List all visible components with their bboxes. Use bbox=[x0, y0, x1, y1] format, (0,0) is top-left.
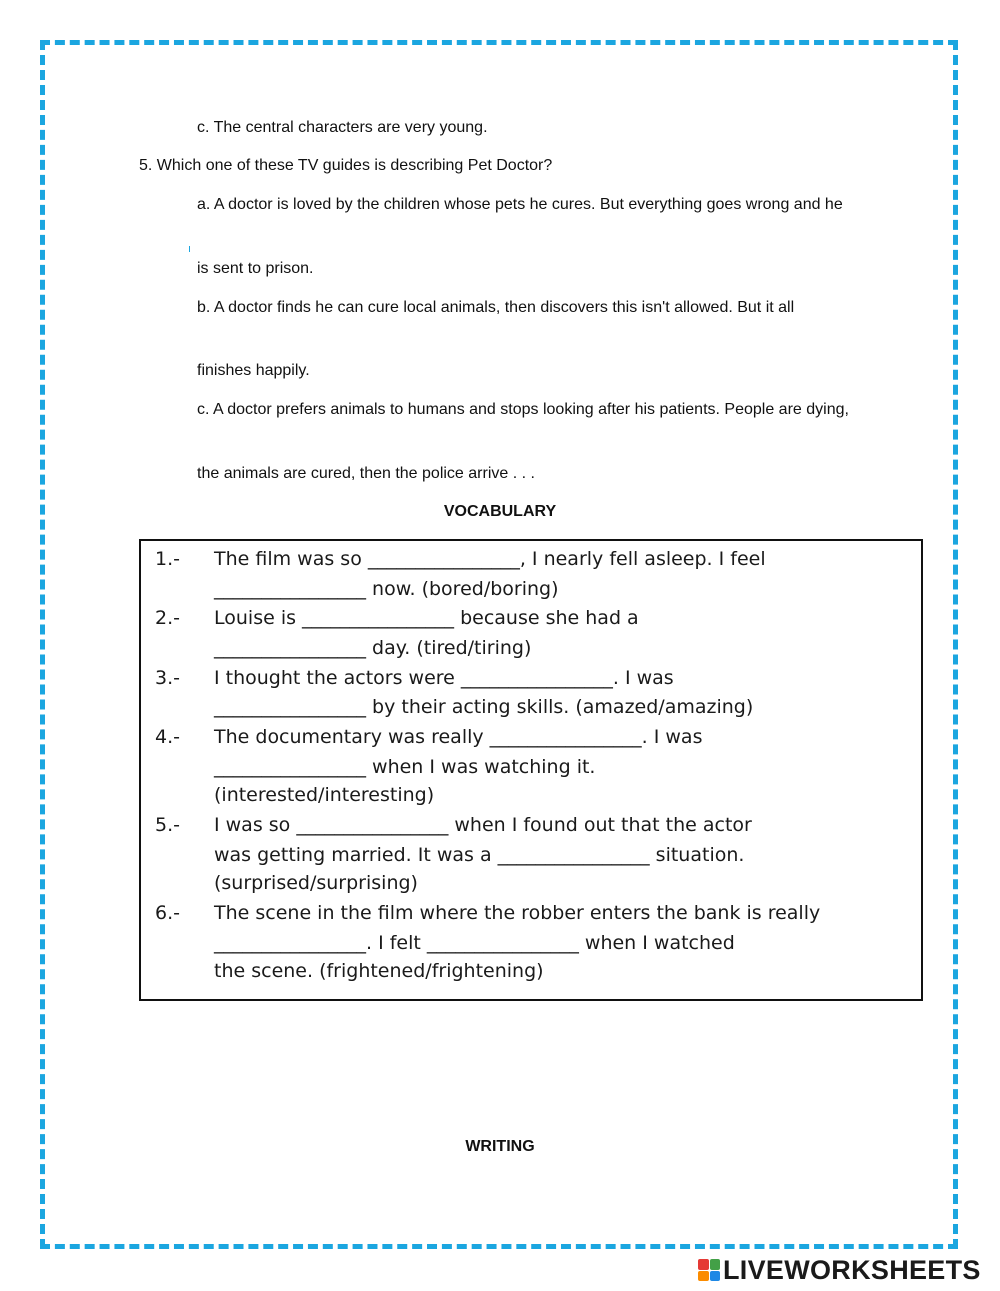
item-5-line-1: I was so ________________ when I found out that the actor bbox=[214, 814, 752, 836]
item-number: 2.- bbox=[155, 607, 180, 629]
answer-option-c-continued: the animals are cured, then the police arrive . . . bbox=[197, 465, 535, 482]
item-number: 3.- bbox=[155, 667, 180, 689]
item-number: 5.- bbox=[155, 814, 180, 836]
answer-option-c-q4: c. The central characters are very young. bbox=[197, 119, 488, 136]
item-number: 6.- bbox=[155, 902, 180, 924]
item-6-line-3: the scene. (frightened/frightening) bbox=[214, 960, 544, 982]
answer-option-c: c. A doctor prefers animals to humans and stops looking after his patients. People are dying, bbox=[197, 401, 849, 418]
item-6-line-2: ________________. I felt ________________ when I watched bbox=[214, 932, 735, 954]
item-number: 4.- bbox=[155, 726, 180, 748]
liveworksheets-brand bbox=[698, 1255, 981, 1285]
answer-option-b-continued: finishes happily. bbox=[197, 362, 310, 379]
item-3-line-2: ________________ by their acting skills. (amazed/amazing) bbox=[214, 696, 754, 718]
item-5-line-3: (surprised/surprising) bbox=[214, 872, 418, 894]
item-6-line-1: The scene in the film where the robber enters the bank is really bbox=[214, 902, 821, 924]
liveworksheets-logo-icon bbox=[698, 1259, 720, 1281]
item-1-line-1: The film was so ________________, I nearly fell asleep. I feel bbox=[214, 548, 766, 570]
item-4-line-2: ________________ when I was watching it. bbox=[214, 756, 596, 778]
answer-option-b: b. A doctor finds he can cure local animals, then discovers this isn't allowed. But it all bbox=[197, 299, 795, 316]
vocabulary-heading: VOCABULARY bbox=[443, 503, 557, 520]
item-5-line-2: was getting married. It was a ________________ situation. bbox=[214, 844, 745, 866]
item-2-line-2: ________________ day. (tired/tiring) bbox=[214, 637, 532, 659]
brand-name: LIVEWORKSHEETS bbox=[723, 1254, 981, 1285]
item-4-line-3: (interested/interesting) bbox=[214, 784, 435, 806]
answer-option-a-continued: is sent to prison. bbox=[197, 260, 314, 277]
item-4-line-1: The documentary was really ________________. I was bbox=[214, 726, 703, 748]
cursor-mark bbox=[189, 246, 190, 252]
item-3-line-1: I thought the actors were ________________. I was bbox=[214, 667, 674, 689]
item-1-line-2: ________________ now. (bored/boring) bbox=[214, 578, 559, 600]
answer-option-a: a. A doctor is loved by the children whose pets he cures. But everything goes wrong and he bbox=[197, 196, 843, 213]
question-5: 5. Which one of these TV guides is describing Pet Doctor? bbox=[139, 157, 553, 174]
item-number: 1.- bbox=[155, 548, 180, 570]
item-2-line-1: Louise is ________________ because she had a bbox=[214, 607, 639, 629]
writing-heading: WRITING bbox=[465, 1138, 535, 1155]
